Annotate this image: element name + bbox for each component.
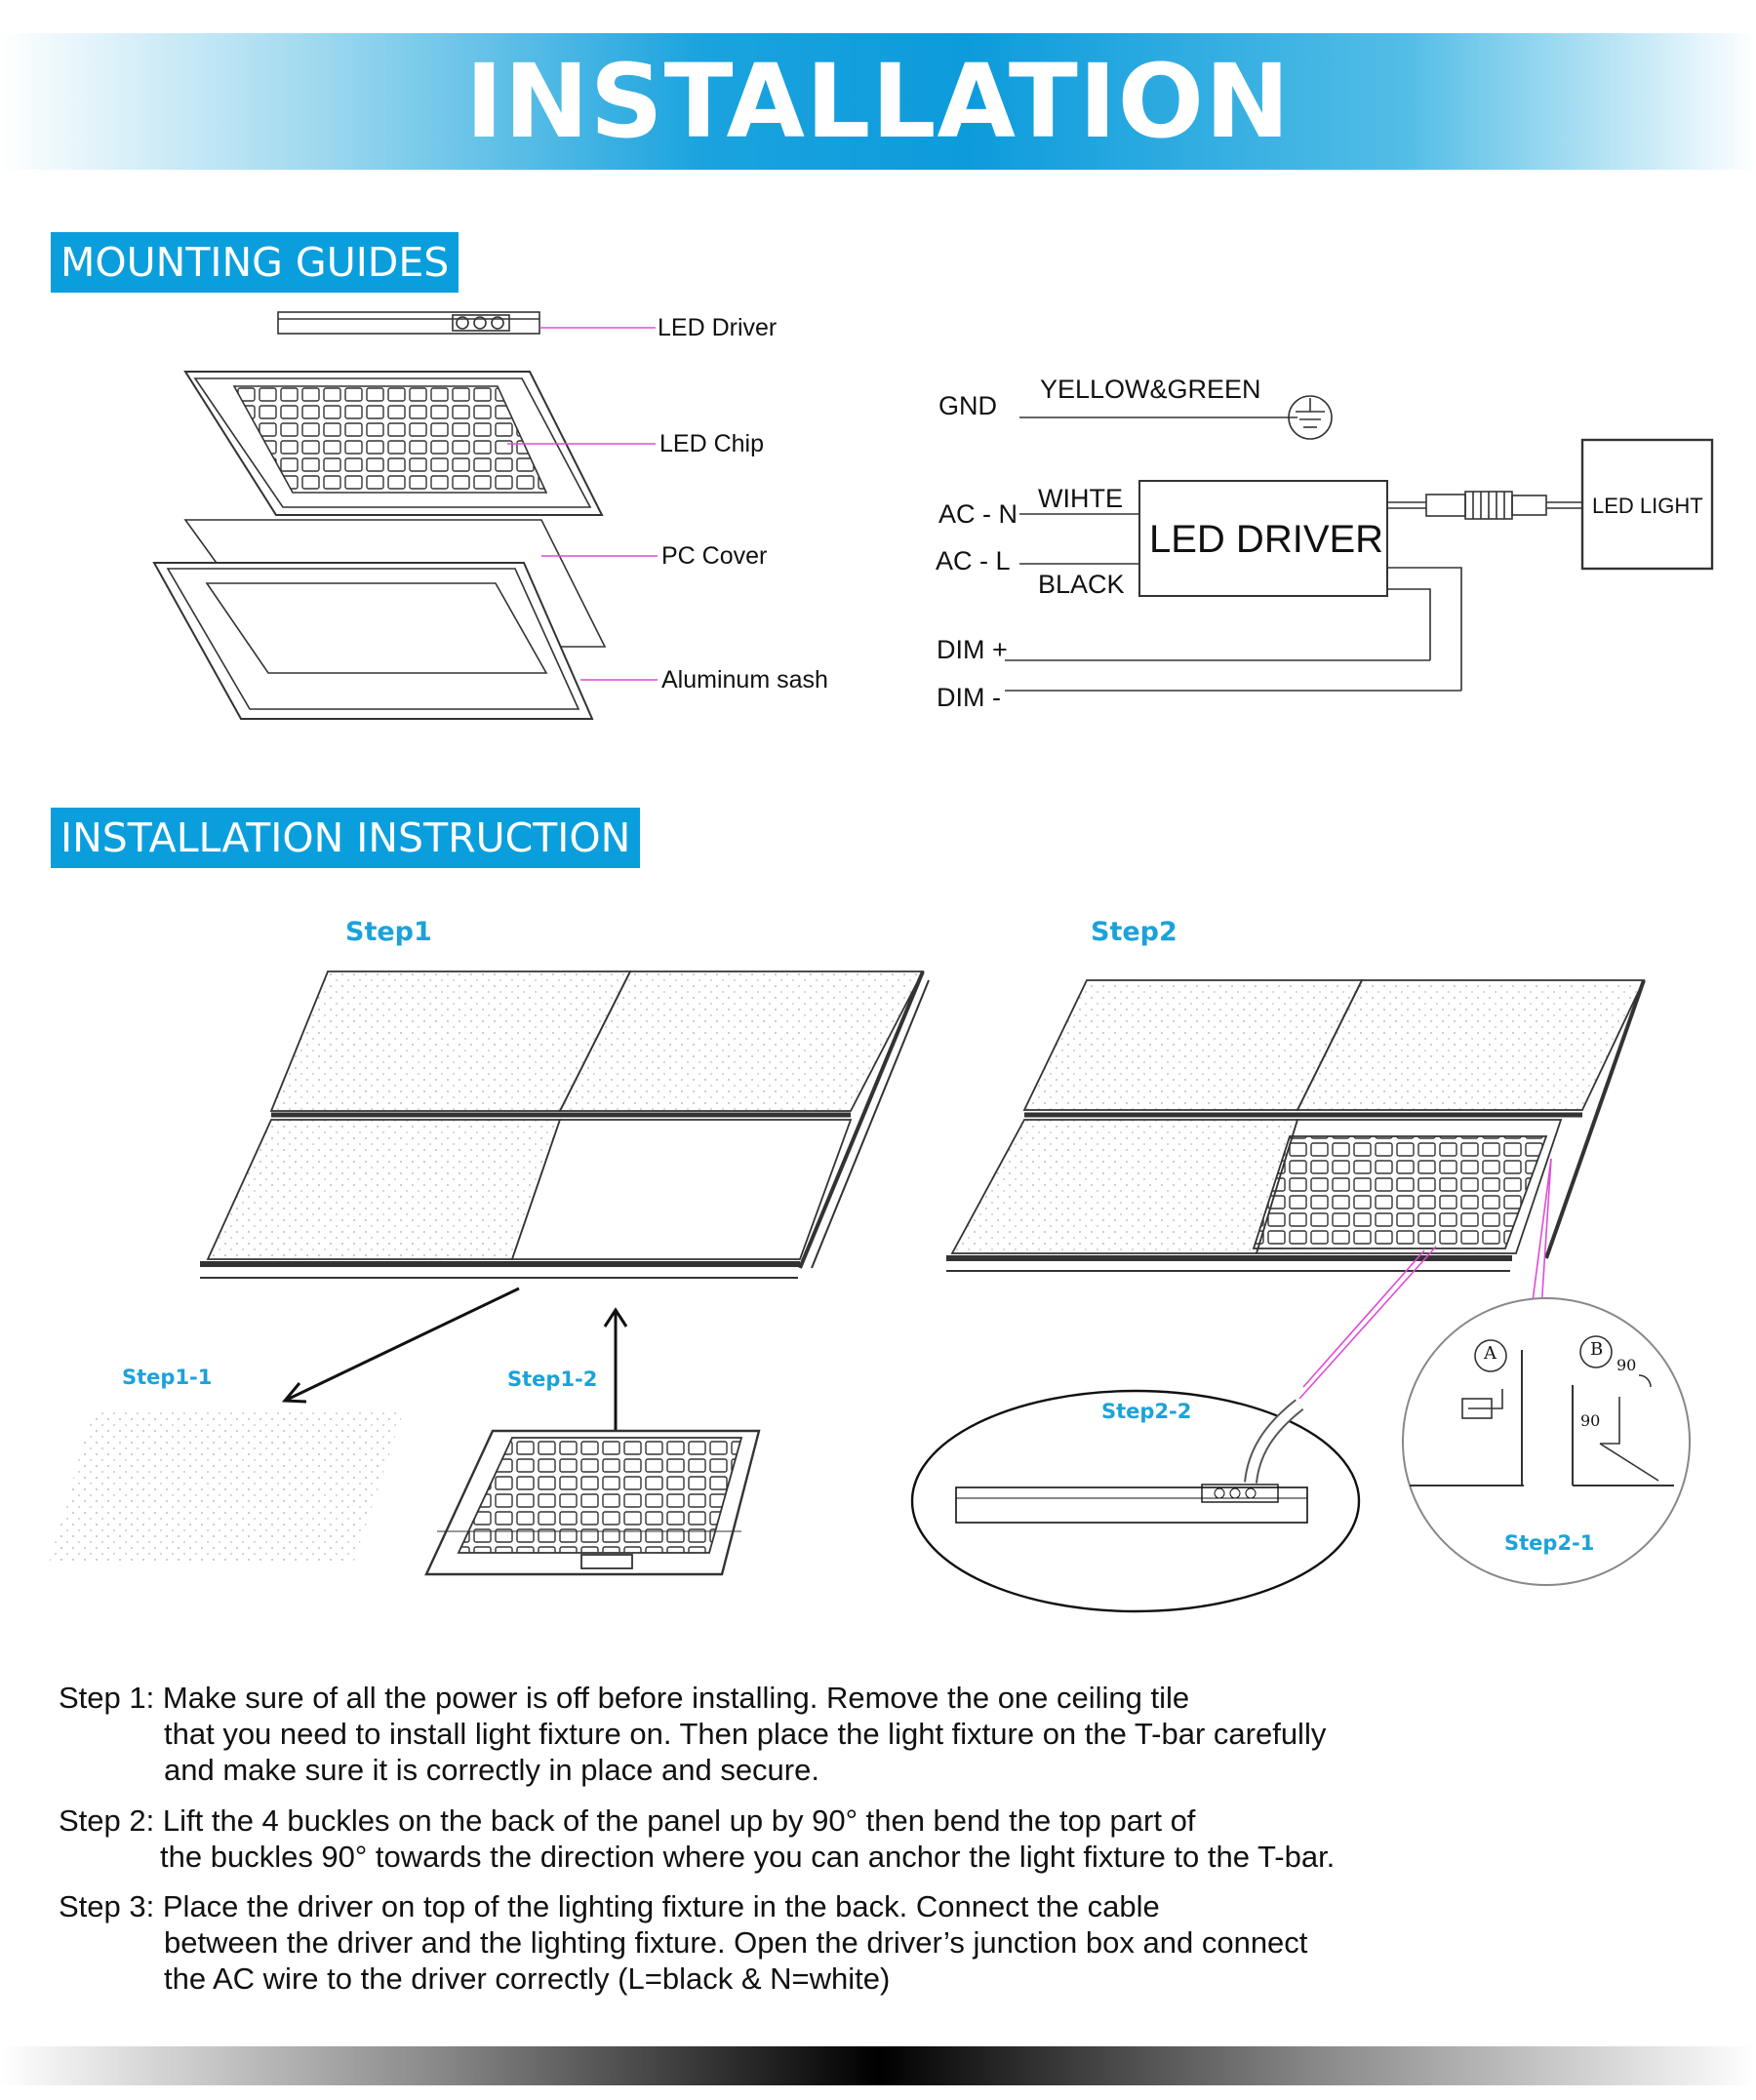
detail-a-letter: A: [1484, 1343, 1497, 1364]
instruction-step3-line1: Place the driver on top of the lighting fixture in the back. Connect the cable: [162, 1889, 1160, 1923]
step2-ceiling-drawing: [946, 980, 1644, 1271]
pc-cover-label: PC Cover: [661, 542, 768, 570]
instruction-step1-line1: Make sure of all the power is off before installing. Remove the one ceiling tile: [162, 1681, 1190, 1715]
step1-arrows: [285, 1288, 626, 1431]
instruction-step3-label: Step 3:: [59, 1889, 155, 1923]
exploded-view: [154, 312, 605, 719]
step1-1-tile-drawing: [49, 1410, 404, 1564]
instruction-step3-line3: the AC wire to the driver correctly (L=black & N=white): [164, 1961, 891, 1996]
installation-instruction-heading: INSTALLATION INSTRUCTION: [51, 808, 640, 868]
led-chip-label: LED Chip: [659, 430, 764, 457]
step2-1-label: Step2-1: [1504, 1531, 1595, 1555]
step1-ceiling-drawing: [200, 971, 929, 1278]
instruction-step3: [59, 1888, 1307, 1997]
instruction-step2: [59, 1803, 1335, 1875]
black-wire-label: BLACK: [1038, 570, 1125, 599]
gnd-label: GND: [938, 391, 997, 420]
aluminum-sash-drawing: [154, 563, 592, 719]
instruction-step2-label: Step 2:: [59, 1803, 155, 1838]
mounting-guides-heading: MOUNTING GUIDES: [51, 232, 459, 293]
step1-heading: Step1: [345, 917, 432, 947]
aluminum-sash-label: Aluminum sash: [661, 666, 828, 693]
ac-l-label: AC - L: [936, 546, 1011, 575]
dim-plus-label: DIM +: [937, 635, 1008, 664]
ac-n-label: AC - N: [938, 499, 1018, 529]
led-driver-label: LED Driver: [658, 314, 778, 341]
instruction-step1-label: Step 1:: [59, 1681, 155, 1715]
footer-gradient-bar: [0, 2046, 1756, 2085]
led-light-label: LED LIGHT: [1592, 494, 1703, 518]
step1-1-label: Step1-1: [122, 1366, 213, 1389]
instruction-step1-line2: that you need to install light fixture on. Then place the light fixture on the T-bar carefully: [164, 1717, 1327, 1751]
step2-2-detail: [912, 1391, 1359, 1611]
instruction-step2-line1: Lift the 4 buckles on the back of the panel up by 90° then bend the top part of: [162, 1803, 1196, 1838]
driver-box-label: LED DRIVER: [1149, 518, 1384, 561]
instruction-step1: [59, 1680, 1326, 1788]
led-driver-drawing: [278, 312, 539, 334]
step2-heading: Step2: [1091, 917, 1177, 947]
instruction-step3-line2: between the driver and the lighting fixture. Open the driver’s junction box and connect: [164, 1925, 1308, 1960]
yellow-green-wire-label: YELLOW&GREEN: [1040, 375, 1261, 404]
angle-label-side: 90: [1580, 1411, 1601, 1430]
angle-label-top: 90: [1616, 1356, 1637, 1374]
step1-2-label: Step1-2: [507, 1367, 598, 1391]
dim-minus-label: DIM -: [937, 683, 1001, 712]
step1-2-panel-drawing: [426, 1431, 759, 1574]
page-title: INSTALLATION: [464, 42, 1292, 161]
detail-b-letter: B: [1590, 1339, 1604, 1360]
white-wire-label: WIHTE: [1038, 484, 1123, 513]
step2-2-label: Step2-2: [1101, 1400, 1192, 1423]
instruction-step1-line3: and make sure it is correctly in place and secure.: [164, 1753, 819, 1787]
instruction-step2-line2: the buckles 90° towards the direction where you can anchor the light fixture to the T-bar.: [160, 1840, 1336, 1874]
connector-drawing: [1426, 492, 1546, 519]
